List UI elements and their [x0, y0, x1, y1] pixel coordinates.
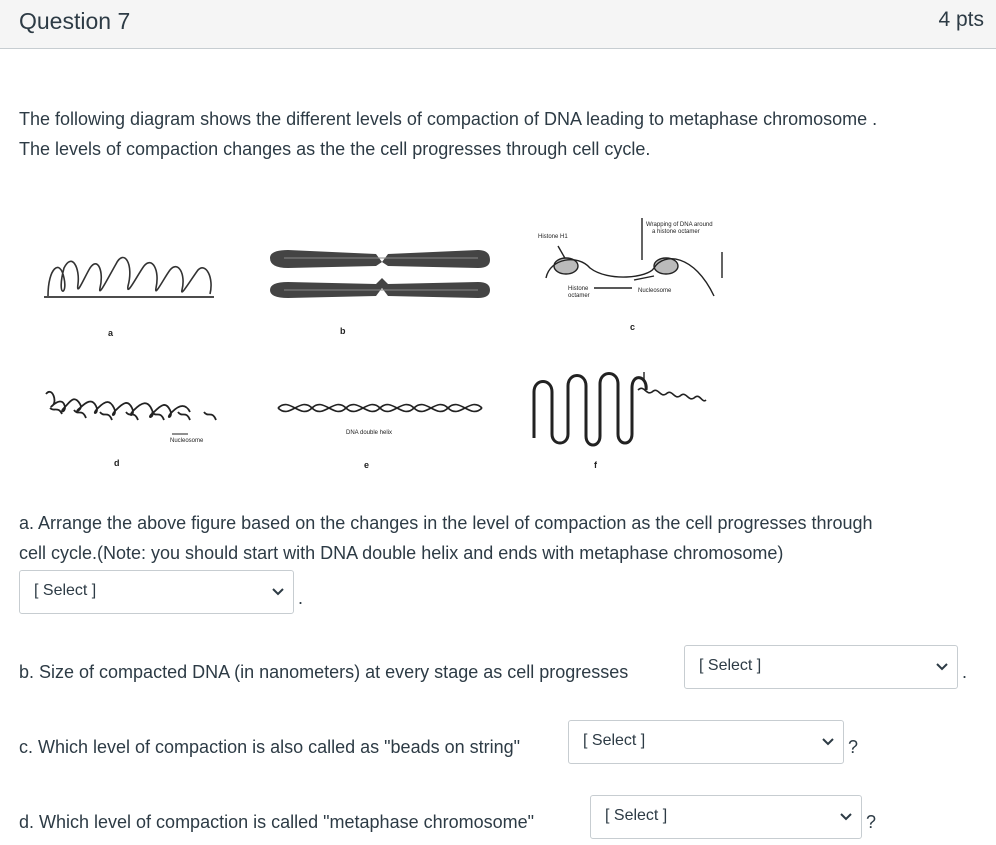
label-nucleosome-c: Nucleosome	[638, 288, 672, 294]
question-b-tail: .	[962, 662, 968, 682]
select-d-value: [ Select ]	[605, 807, 668, 824]
panel-d-drawing	[46, 392, 216, 434]
label-wrapping: Wrapping of DNA around a histone octamer	[646, 222, 713, 235]
panel-label-c: c	[630, 322, 636, 332]
select-a-dropdown[interactable]	[19, 570, 294, 614]
question-d-tail: ?	[866, 812, 877, 832]
label-nucleosome-d: Nucleosome	[170, 438, 204, 444]
question-title: Question 7	[19, 8, 131, 34]
panel-label-d: d	[114, 458, 120, 468]
select-c-value: [ Select ]	[583, 732, 646, 749]
panel-e-drawing	[278, 405, 482, 412]
dna-compaction-figure	[38, 208, 738, 478]
label-dna-double-helix: DNA double helix	[346, 430, 393, 436]
question-header	[0, 0, 996, 49]
select-a-value: [ Select ]	[34, 582, 97, 599]
chevron-down-icon	[821, 735, 835, 749]
label-histone-h1: Histone H1	[538, 234, 568, 240]
chevron-down-icon	[935, 660, 949, 674]
select-b-dropdown[interactable]	[684, 645, 958, 689]
panel-label-e: e	[364, 460, 370, 470]
select-d-dropdown[interactable]	[590, 795, 862, 839]
panel-label-b: b	[340, 326, 346, 336]
question-c-tail: ?	[848, 737, 859, 757]
chevron-down-icon	[839, 810, 853, 824]
question-b-text: b. Size of compacted DNA (in nanometers) at every stage as cell progresses	[19, 662, 629, 682]
panel-label-f: f	[594, 460, 597, 470]
question-d-text: d. Which level of compaction is called "metaphase chromosome"	[19, 812, 535, 832]
select-b-value: [ Select ]	[699, 657, 762, 674]
panel-f-drawing	[534, 372, 706, 445]
select-c-dropdown[interactable]	[568, 720, 844, 764]
panel-label-a: a	[108, 328, 114, 338]
panel-b-drawing	[270, 250, 490, 298]
panel-a-drawing	[44, 258, 214, 297]
question-points: 4 pts	[938, 8, 984, 31]
question-a-tail: .	[298, 588, 304, 608]
question-a-text: a. Arrange the above figure based on the changes in the level of compaction as the cell progresses through cell cycle.(Note: you should start with DNA double helix and ends with metaphase chromosome)	[19, 513, 873, 563]
stem-line-2: The levels of compaction changes as the the cell progresses through cell cycle.	[19, 139, 651, 159]
chevron-down-icon	[271, 585, 285, 599]
stem-line-1: The following diagram shows the different levels of compaction of DNA leading to metaphase chromosome .	[19, 109, 878, 129]
figure-drawing	[38, 208, 738, 478]
label-histone-octamer: Histone octamer	[568, 286, 590, 299]
question-c-text: c. Which level of compaction is also called as "beads on string"	[19, 737, 521, 757]
question-stem	[19, 104, 979, 164]
